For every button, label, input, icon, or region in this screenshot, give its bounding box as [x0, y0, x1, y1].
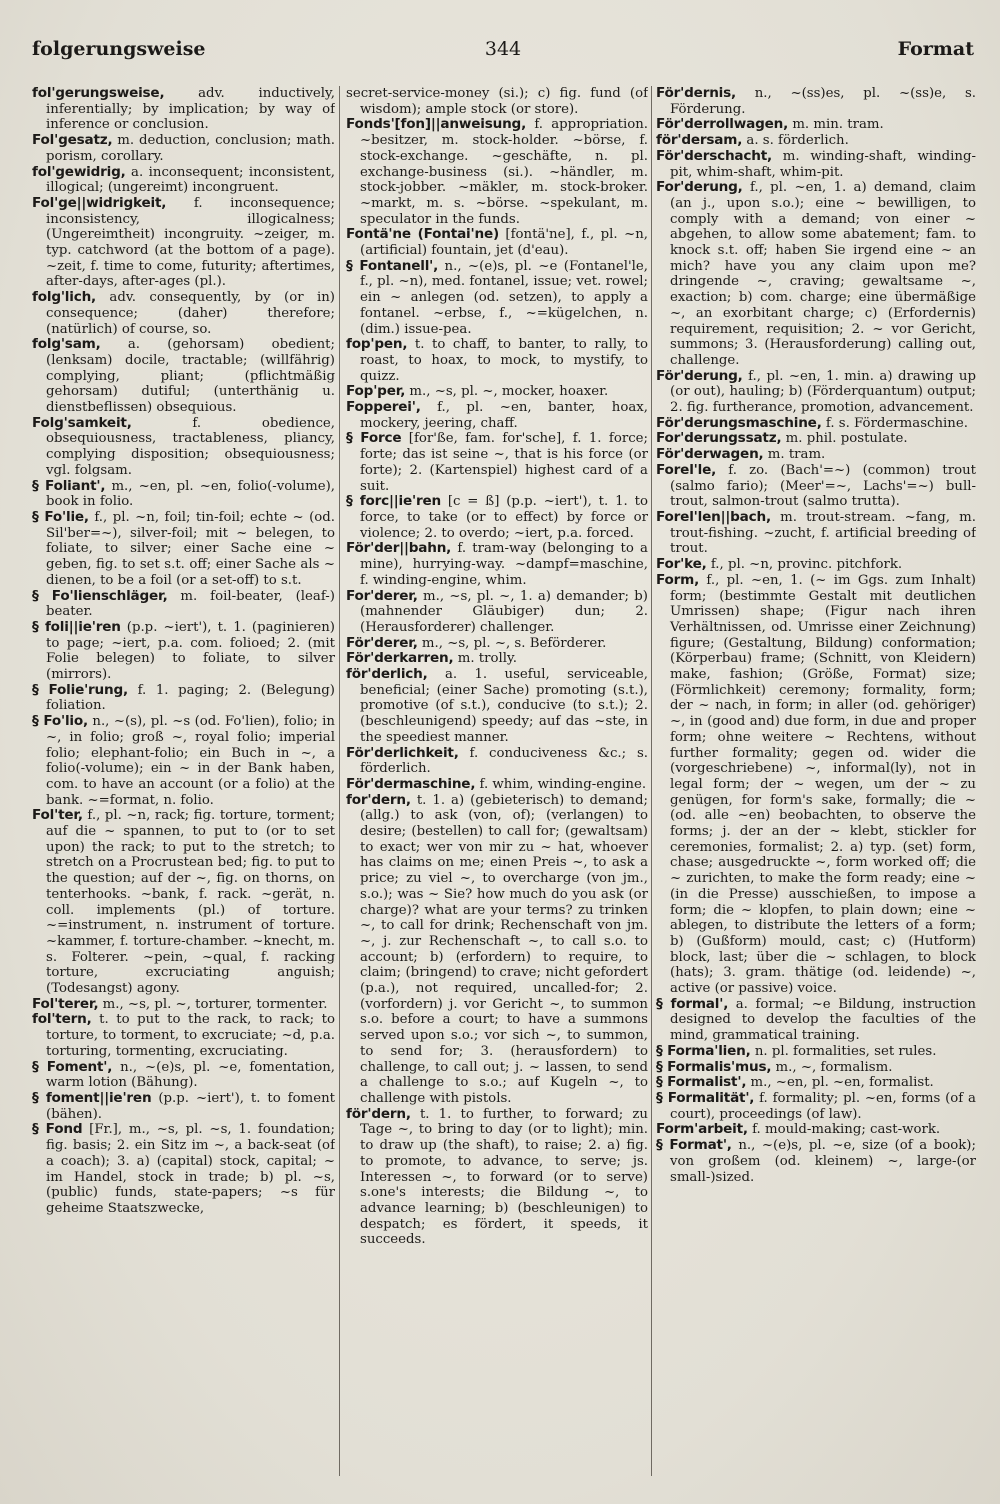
dictionary-entry — [656, 557, 976, 573]
entry-headword: för'dern, — [346, 1105, 411, 1122]
entry-definition: m. trout-stream. ~fang, m. trout-fishing. ~zucht, f. artificial breeding of trout. — [670, 509, 976, 557]
entry-headword: fol'tern, — [32, 1011, 92, 1028]
entry-headword: for'dern, — [346, 791, 411, 808]
page-header — [32, 34, 974, 68]
entry-headword: § Foment', — [32, 1058, 113, 1075]
entry-headword: Fol'gesatz, — [32, 132, 113, 149]
entry-definition: f., pl. ~en, 1. (~ im Ggs. zum Inhalt) form; (bestimmte Gestalt mit deutlichen Umrissen) shape; (Figur nach ihren Verhältnissen, od. Umrisse einer Zeichnung) figure; (Gestaltung, Bildung) conformation; (Körperbau) frame; (Schnitt, von Kleidern) make, fashion; (Größe, Format) size; (Förmlichkeit) ceremony; formality, form; der ~ nach, in form; in aller (od. gehöriger) ~, in (good and) due form, in due and proper form; ohne weitere ~ Rechtens, without further formality; gegen od. wider die (vorgeschriebene) ~, informal(ly), not in legal form; der ~ wegen, um der ~ zu genügen, for form's sake, formally; die ~ (od. alle ~en) beobachten, to observe the forms; j. der an der ~ klebt, stickler for ceremonies, formalist; 2. a) typ. (set) form, chase; ausgedruckte ~, form worked off; die ~ zurichten, to make the form ready; eine ~ (in die Presse) ausschießen, to impose a form; die ~ klopfen, to plain down; eine ~ ablegen, to distribute the letters of a form; b) (Gußform) mould, cast; c) (Hutform) block, last; über die ~ schlagen, to block (hats); 3. gram. thätige (od. leidende) ~, active (or passive) voice. — [670, 572, 976, 997]
entry-headword: för'dersam, — [656, 132, 743, 149]
entry-headword: Fol'terer, — [32, 995, 99, 1012]
dictionary-entry — [656, 997, 976, 1044]
entry-definition: n., ~(ss)es, pl. ~(ss)e, s. Förderung. — [670, 86, 976, 117]
entry-definition: f., pl. ~en, banter, hoax, mockery, jeering, chaff. — [360, 400, 648, 431]
entry-definition: n., ~(e)s, pl. ~e, size (of a book); von großem (od. kleinem) ~, large-(or small-)sized. — [670, 1138, 976, 1185]
dictionary-entry — [346, 227, 648, 258]
dictionary-entry — [32, 337, 335, 416]
entry-headword: For'derungssatz, — [656, 430, 782, 447]
entry-definition: m., ~en, pl. ~en, folio(-volume), book in folio. — [46, 478, 335, 510]
dictionary-entry — [346, 651, 648, 667]
entry-headword: § forc||ie'ren — [346, 493, 441, 510]
entry-headword: folg'sam, — [32, 336, 101, 353]
entry-definition: m., ~s, pl. ~, torturer, tormenter. — [98, 996, 328, 1012]
entry-definition: m. deduction, conclusion; math. porism, corollary. — [46, 133, 335, 164]
dictionary-entry — [32, 510, 335, 589]
dictionary-entry — [346, 337, 648, 384]
entry-headword: För'derschacht, — [656, 147, 772, 164]
entry-definition: f., pl. ~n, rack; fig. torture, torment; auf die ~ spannen, to put to (or to set upon) the rack; to put to the stretch; to stretch on a Procrustean bed; fig. to put to the question; auf der ~, fig. on thorns, on tenterhooks. ~bank, f. rack. ~gerät, n. coll. implements (pl.) of torture. ~=instrument, n. instrument of torture. ~kammer, f. torture-chamber. ~knecht, m. s. Folterer. ~pein, ~qual, f. racking torture, excruciating anguish; (Todesangst) agony. — [46, 808, 335, 997]
dictionary-entry — [656, 369, 976, 416]
dictionary-entry — [346, 777, 648, 793]
dictionary-entry — [346, 746, 648, 777]
dictionary-entry — [346, 86, 648, 117]
entry-definition: f., pl. ~n, provinc. pitchfork. — [706, 557, 903, 573]
dictionary-entry — [32, 1091, 335, 1122]
entry-definition: [c = ß] (p.p. ~iert'), t. 1. to force, to take (or to effect) by force or violence; 2. to overdo; ~iert, p.a. forced. — [360, 494, 648, 541]
entry-definition: m. foil-beater, (leaf-) beater. — [46, 588, 335, 620]
entry-headword: § Formalis'mus, — [656, 1058, 772, 1075]
dictionary-entry — [656, 1044, 976, 1060]
entry-definition: f. zo. (Bach'=~) (common) trout (salmo fario); (Meer'=~, Lachs'=~) bull-trout, salmon-trout (salmo trutta). — [670, 462, 976, 510]
entry-definition: m., ~s, pl. ~, 1. a) demander; b) (mahnender Gläubiger) dun; 2. (Herausforderer) challenger. — [360, 588, 648, 635]
entry-definition: f. obedience, obsequiousness, tractableness, pliancy, complying disposition; obsequiousness; vgl. folgsam. — [46, 415, 335, 478]
entry-definition: (p.p. ~iert'), t. 1. (paginieren) to page; ~iert, p.a. com. folioed; 2. (mit Folie belegen) to foliate, to silver (mirrors). — [46, 619, 335, 683]
entry-headword: Fonds'[fon]||anweisung, — [346, 116, 527, 133]
dictionary-entry — [656, 180, 976, 368]
entry-headword: Fol'ter, — [32, 807, 83, 824]
dictionary-entry — [346, 259, 648, 338]
entry-definition: m., ~en, pl. ~en, formalist. — [746, 1075, 934, 1091]
dictionary-entry — [346, 494, 648, 541]
entry-definition: n. pl. formalities, set rules. — [750, 1043, 937, 1059]
dictionary-entry — [656, 431, 976, 447]
entry-headword: § Folie'rung, — [32, 681, 129, 698]
entry-headword: § Forma'lien, — [656, 1042, 751, 1059]
entry-definition: m. trolly. — [453, 651, 517, 667]
entry-definition: f. mould-making; cast-work. — [747, 1122, 941, 1138]
entry-headword: för'derlich, — [346, 666, 428, 683]
entry-definition: n., ~(e)s, pl. ~e (Fontanel'le, f., pl. ~n), med. fontanel, issue; vet. rowel; ein ~ anlegen (od. setzen), to apply a fontanel. ~erbse, f., ~=kügelchen, n. (dim.) issue-pea. — [360, 258, 648, 337]
dictionary-entry — [32, 997, 335, 1013]
text-column-right — [656, 86, 976, 1481]
dictionary-entry — [656, 573, 976, 997]
dictionary-entry — [656, 149, 976, 180]
dictionary-entry — [346, 431, 648, 494]
entry-headword: § formal', — [656, 995, 729, 1012]
entry-headword: § Formalität', — [656, 1090, 755, 1106]
entry-definition: a. formal; ~e Bildung, instruction designed to develop the faculties of the mind, grammatical training. — [670, 996, 976, 1044]
entry-headword: § Fo'lio, — [32, 713, 88, 730]
dictionary-entry — [656, 1091, 976, 1122]
entry-headword: Form, — [656, 571, 700, 588]
entry-headword: För'der||bahn, — [346, 540, 452, 557]
dictionary-entry — [656, 1060, 976, 1076]
dictionary-entry — [32, 808, 335, 996]
dictionary-entry — [32, 196, 335, 290]
entry-headword: § Fontanell', — [346, 257, 439, 274]
entry-headword: För'derungsmaschine, — [656, 414, 822, 431]
entry-headword: För'derer, — [346, 634, 418, 651]
entry-headword: För'derung, — [656, 367, 743, 384]
entry-headword: Fopperei', — [346, 399, 421, 416]
entry-definition: t. 1. to further, to forward; zu Tage ~, to bring to day (or to light); min. to draw up (the shaft), to raise; 2. a) fig. to promote, to advance, to serve; js. Interessen ~, to forward (or to serve) s.one's interests; die Bildung ~, to advance learning; b) (beschleunigen) to despatch; es fördert, it speeds, it succeeds. — [360, 1106, 648, 1248]
dictionary-entry — [656, 416, 976, 432]
entry-definition: [fontä'ne], f., pl. ~n, (artificial) fountain, jet (d'eau). — [360, 227, 648, 259]
entry-definition: f. tram-way (belonging to a mine), hurrying-way. ~dampf=maschine, f. winding-engine, whim. — [360, 541, 648, 588]
dictionary-entry — [32, 683, 335, 714]
entry-definition: [Fr.], m., ~s, pl. ~s, 1. foundation; fig. basis; 2. ein Sitz im ~, a back-seat (of a coach); 3. a) (capital) stock, capital; ~ im Handel, stock in trade; b) pl. ~s, (public) funds, state-papers; ~s für geheime Staatszwecke, — [46, 1122, 335, 1216]
entry-headword: For'ke, — [656, 556, 707, 573]
dictionary-entry — [32, 416, 335, 479]
dictionary-entry — [32, 1012, 335, 1059]
entry-headword: Forel'len||bach, — [656, 508, 771, 525]
entry-definition: n., ~(e)s, pl. ~e, fomentation, warm lotion (Bähung). — [46, 1059, 335, 1091]
entry-headword: Forel'le, — [656, 461, 717, 478]
entry-headword: folg'lich, — [32, 289, 97, 306]
dictionary-entry — [32, 290, 335, 337]
entry-headword: För'derwagen, — [656, 446, 764, 463]
dictionary-entry — [346, 636, 648, 652]
dictionary-entry — [32, 714, 335, 808]
entry-definition: f., pl. ~n, foil; tin-foil; echte ~ (od. Sil'ber=~), silver-foil; mit ~ belegen, to foliate, to silver; einer Sache eine ~ geben, fig. to set s.t. off; einer Sache als ~ dienen, to be a foil (or a set-off) to s.t. — [46, 509, 335, 588]
entry-definition: m. phil. postulate. — [781, 431, 908, 447]
entry-definition: n., ~(s), pl. ~s (od. Fo'lien), folio; in ~, in folio; groß ~, royal folio; imperial folio; elephant-folio; ein Buch in ~, a folio(-volume); ein ~ in der Bank haben, com. to have an account (or a folio) at the bank. ~=format, n. folio. — [46, 714, 335, 808]
running-head-left: folgerungsweise — [32, 38, 206, 60]
entry-headword: För'dernis, — [656, 86, 736, 101]
entry-headword: För'derlichkeit, — [346, 744, 459, 761]
entry-definition: f. inconsequence; inconsistency, illogicalness; (Ungereimtheit) incongruity. ~zeiger, m. typ. catchword (at the bottom of a page). ~zeit, f. time to come, futurity; aftertimes, after-days, after-ages (pl.). — [46, 195, 335, 290]
entry-definition: f., pl. ~en, 1. min. a) drawing up (or out), hauling; b) (Förderquantum) output; 2. fig. furtherance, promotion, advancement. — [670, 368, 976, 416]
entry-headword: § Fo'lie, — [32, 508, 89, 525]
dictionary-entry — [656, 463, 976, 510]
running-head-right: Format — [897, 38, 974, 60]
dictionary-entry — [346, 793, 648, 1107]
dictionary-entry — [656, 1138, 976, 1185]
entry-definition: f. formality; pl. ~en, forms (of a court), proceedings (of law). — [670, 1091, 976, 1122]
entry-headword: § Formalist', — [656, 1074, 747, 1091]
dictionary-entry — [32, 86, 335, 133]
entry-headword: Form'arbeit, — [656, 1121, 748, 1138]
dictionary-entry — [32, 165, 335, 196]
entry-definition: a. s. förderlich. — [742, 133, 849, 149]
entry-definition: a. 1. useful, serviceable, beneficial; (einer Sache) promoting (s.t.), promotive (of s.t.), conducive (to s.t.); 2. (beschleunigend) speedy; auf das ~ste, in the speediest manner. — [360, 667, 648, 745]
entry-headword: Folg'samkeit, — [32, 414, 132, 431]
entry-headword: fop'pen, — [346, 336, 408, 353]
entry-definition: m., ~s, pl. ~, s. Beförderer. — [417, 635, 607, 651]
entry-definition: t. to put to the rack, to rack; to torture, to torment, to excruciate; ~d, p.a. torturing, tormenting, excruciating. — [46, 1012, 335, 1059]
dictionary-entry — [32, 133, 335, 164]
dictionary-entry — [656, 1075, 976, 1091]
entry-headword: För'derrollwagen, — [656, 116, 789, 133]
entry-definition: m., ~s, pl. ~, mocker, hoaxer. — [405, 384, 609, 400]
dictionary-entry — [656, 1122, 976, 1138]
entry-definition: m. min. tram. — [788, 117, 884, 133]
entry-definition: secret-service-money (si.); c) fig. fund (of wisdom); ample stock (or store). — [346, 86, 648, 117]
dictionary-entry — [32, 620, 335, 683]
dictionary-entry — [656, 133, 976, 149]
dictionary-entry — [32, 479, 335, 510]
entry-headword: För'dermaschine, — [346, 775, 476, 792]
dictionary-entry — [346, 589, 648, 636]
entry-definition: f. s. Fördermaschine. — [821, 415, 968, 431]
entry-headword: § Force — [346, 430, 402, 447]
entry-headword: För'derkarren, — [346, 650, 454, 667]
entry-definition: f. whim, winding-engine. — [475, 776, 647, 792]
text-column-middle — [346, 86, 648, 1481]
dictionary-entry — [346, 400, 648, 431]
entry-definition: m. winding-shaft, winding-pit, whim-shaft, whim-pit. — [670, 148, 976, 180]
entry-headword: Fop'per, — [346, 383, 406, 400]
dictionary-entry — [656, 117, 976, 133]
entry-headword: For'derer, — [346, 587, 418, 604]
entry-headword: § Format', — [656, 1137, 732, 1154]
column-divider — [339, 86, 340, 1476]
entry-headword: For'derung, — [656, 179, 743, 196]
entry-definition: f. appropriation. ~besitzer, m. stock-holder. ~börse, f. stock-exchange. ~geschäfte, n. pl. exchange-business (si.). ~händler, m. stock-jobber. ~mäkler, m. stock-broker. ~markt, m. s. ~börse. ~spekulant, m. speculator in the funds. — [360, 117, 648, 227]
dictionary-entry — [346, 384, 648, 400]
text-column-left — [32, 86, 335, 1481]
entry-definition: (p.p. ~iert'), t. to foment (bähen). — [46, 1091, 335, 1122]
dictionary-entry — [346, 117, 648, 227]
entry-headword: § foli||ie'ren — [32, 618, 121, 635]
entry-headword: Fontä'ne (Fontai'ne) — [346, 226, 499, 243]
entry-headword: § Fond — [32, 1121, 83, 1138]
entry-definition: adv. consequently, by (or in) consequence; (daher) therefore; (natürlich) of course, so. — [46, 290, 335, 337]
dictionary-entry — [346, 667, 648, 746]
entry-definition: [for'ße, fam. for'sche], f. 1. force; forte; das ist seine ~, that is his force (or forte); 2. (Kartenspiel) highest card of a suit. — [360, 431, 648, 494]
dictionary-entry — [346, 1107, 648, 1248]
dictionary-entry — [656, 86, 976, 117]
entry-headword: § Fo'lienschläger, — [32, 587, 168, 604]
column-divider — [651, 86, 652, 1476]
entry-definition: a. inconsequent; inconsistent, illogical; (ungereimt) incongruent. — [46, 164, 335, 196]
entry-headword: Fol'ge||widrigkeit, — [32, 194, 167, 211]
entry-headword: fol'gerungsweise, — [32, 86, 165, 101]
dictionary-entry — [32, 1122, 335, 1216]
entry-definition: adv. inductively, inferentially; by implication; by way of inference or conclusion. — [46, 86, 335, 133]
dictionary-entry — [656, 447, 976, 463]
entry-definition: f., pl. ~en, 1. a) demand, claim (an j., upon s.o.); eine ~ bewilligen, to comply with a demand; von einer ~ abgehen, to allow some abatement; fam. to knock s.t. off; haben Sie irgend eine ~ an mich? have you any claim upon me? dringende ~, craving; gewaltsame ~, exaction; b) com. charge; eine übermäßige ~, an exorbitant charge; c) (Erfordernis) requirement, requisition; 2. ~ vor Gericht, summons; 3. (Herausforderung) calling out, challenge. — [670, 180, 976, 368]
dictionary-entry — [656, 510, 976, 557]
entry-definition: t. 1. a) (gebieterisch) to demand; (allg.) to ask (von, of); (verlangen) to desire; (bestellen) to call for; (gewaltsam) to exact; wer von mir zu ~ hat, whoever has claims on me; einen Preis ~, to ask a price; zu viel ~, to overcharge (von jm., s.o.); was ~ Sie? how much do you ask (or charge)? what are your terms? zu trinken ~, to call for drink; Rechenschaft von jm. ~, j. zur Rechenschaft ~, to call s.o. to account; b) (erfordern) to require, to claim; (bringend) to crave; nicht gefordert (p.a.), not required, uncalled-for; 2. (vorfordern) j. vor Gericht ~, to summon s.o. before a court; to have a summons served upon s.o.; vor sich ~, to summon, to send for; 3. (herausfordern) to challenge, to call out; j. ~ lassen, to send a challenge to s.o.; auf Kugeln ~, to challenge with pistols. — [360, 792, 648, 1106]
entry-definition: m. tram. — [763, 447, 826, 463]
page-number: 344 — [484, 38, 522, 60]
entry-definition: t. to chaff, to banter, to rally, to roast, to hoax, to mock, to mystify, to quizz. — [360, 337, 648, 384]
entry-definition: f. 1. paging; 2. (Belegung) foliation. — [46, 682, 335, 714]
entry-definition: a. (gehorsam) obedient; (lenksam) docile, tractable; (willfährig) complying, pliant; (pflichtmäßig gehorsam) dutiful; (unterthänig u. dienstbeflissen) obsequious. — [46, 337, 335, 416]
entry-headword: fol'gewidrig, — [32, 163, 126, 180]
entry-headword: § foment||ie'ren — [32, 1090, 152, 1106]
dictionary-entry — [32, 589, 335, 620]
dictionary-entry — [346, 541, 648, 588]
entry-definition: f. conduciveness &c.; s. förderlich. — [360, 745, 648, 777]
entry-definition: m., ~, formalism. — [771, 1059, 893, 1075]
entry-headword: § Foliant', — [32, 477, 106, 494]
dictionary-entry — [32, 1060, 335, 1091]
